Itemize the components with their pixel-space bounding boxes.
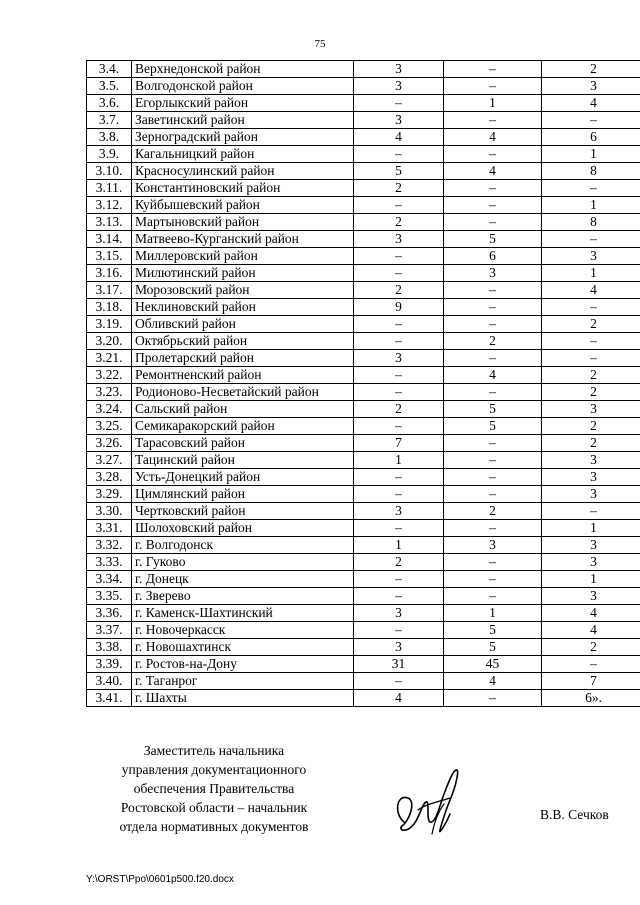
value-b-cell: –: [444, 180, 542, 197]
signature-line: управления документационного: [121, 762, 307, 777]
value-b-cell: –: [444, 486, 542, 503]
table-row: [87, 537, 640, 554]
table-row: [87, 299, 640, 316]
district-name-cell: Шолоховский район: [132, 520, 354, 537]
table-row: [87, 214, 640, 231]
value-b-cell: 1: [444, 605, 542, 622]
district-name-cell: г. Зверево: [132, 588, 354, 605]
district-name-cell: Верхнедонской район: [132, 61, 354, 78]
value-c-cell: 2: [542, 316, 640, 333]
value-a-cell: –: [354, 265, 444, 282]
page-number: 75: [314, 38, 326, 50]
table-row: [87, 571, 640, 588]
value-a-cell: 2: [354, 401, 444, 418]
district-name-cell: Куйбышевский район: [132, 197, 354, 214]
row-number-cell: 3.34.: [87, 571, 132, 588]
table-row: [87, 469, 640, 486]
row-number-cell: 3.39.: [87, 656, 132, 673]
value-b-cell: –: [444, 435, 542, 452]
value-c-cell: –: [542, 503, 640, 520]
value-c-cell: –: [542, 299, 640, 316]
row-number-cell: 3.8.: [87, 129, 132, 146]
row-number-cell: 3.17.: [87, 282, 132, 299]
district-name-cell: Цимлянский район: [132, 486, 354, 503]
table-row: [87, 554, 640, 571]
row-number-cell: 3.21.: [87, 350, 132, 367]
value-a-cell: 3: [354, 605, 444, 622]
value-b-cell: –: [444, 214, 542, 231]
value-b-cell: –: [444, 282, 542, 299]
handwritten-signature: [390, 764, 470, 840]
table-row: [87, 588, 640, 605]
value-b-cell: 45: [444, 656, 542, 673]
value-a-cell: 2: [354, 554, 444, 571]
district-name-cell: Сальский район: [132, 401, 354, 418]
table-row: [87, 95, 640, 112]
value-a-cell: 3: [354, 231, 444, 248]
row-number-cell: 3.41.: [87, 690, 132, 707]
value-c-cell: 1: [542, 265, 640, 282]
row-number-cell: 3.12.: [87, 197, 132, 214]
district-name-cell: Неклиновский район: [132, 299, 354, 316]
value-a-cell: –: [354, 248, 444, 265]
table-row: [87, 180, 640, 197]
value-b-cell: 5: [444, 639, 542, 656]
value-a-cell: 3: [354, 639, 444, 656]
value-c-cell: 3: [542, 537, 640, 554]
value-c-cell: –: [542, 333, 640, 350]
district-name-cell: Пролетарский район: [132, 350, 354, 367]
district-name-cell: г. Новошахтинск: [132, 639, 354, 656]
value-c-cell: 2: [542, 367, 640, 384]
value-c-cell: 6».: [542, 690, 640, 707]
district-name-cell: Чертковский район: [132, 503, 354, 520]
value-c-cell: –: [542, 350, 640, 367]
value-a-cell: 3: [354, 503, 444, 520]
table-row: [87, 503, 640, 520]
signature-line: обеспечения Правительства: [133, 781, 295, 796]
row-number-cell: 3.19.: [87, 316, 132, 333]
table-body: [87, 61, 640, 707]
table-row: [87, 384, 640, 401]
value-a-cell: –: [354, 197, 444, 214]
value-a-cell: 3: [354, 350, 444, 367]
row-number-cell: 3.28.: [87, 469, 132, 486]
value-c-cell: –: [542, 231, 640, 248]
value-b-cell: 5: [444, 622, 542, 639]
district-name-cell: г. Каменск-Шахтинский: [132, 605, 354, 622]
row-number-cell: 3.40.: [87, 673, 132, 690]
value-c-cell: 1: [542, 520, 640, 537]
row-number-cell: 3.37.: [87, 622, 132, 639]
district-name-cell: Матвеево-Курганский район: [132, 231, 354, 248]
value-a-cell: –: [354, 146, 444, 163]
value-c-cell: 4: [542, 605, 640, 622]
district-name-cell: Кагальницкий район: [132, 146, 354, 163]
value-c-cell: –: [542, 112, 640, 129]
table-row: [87, 435, 640, 452]
table-row: [87, 418, 640, 435]
table-row: [87, 452, 640, 469]
value-b-cell: –: [444, 452, 542, 469]
value-a-cell: 9: [354, 299, 444, 316]
value-c-cell: 3: [542, 486, 640, 503]
value-b-cell: 4: [444, 367, 542, 384]
value-b-cell: 2: [444, 503, 542, 520]
district-name-cell: Семикаракорский район: [132, 418, 354, 435]
value-a-cell: –: [354, 418, 444, 435]
row-number-cell: 3.13.: [87, 214, 132, 231]
value-b-cell: –: [444, 316, 542, 333]
value-a-cell: –: [354, 95, 444, 112]
row-number-cell: 3.33.: [87, 554, 132, 571]
row-number-cell: 3.6.: [87, 95, 132, 112]
district-name-cell: Заветинский район: [132, 112, 354, 129]
district-name-cell: Миллеровский район: [132, 248, 354, 265]
value-c-cell: 1: [542, 197, 640, 214]
value-c-cell: 2: [542, 639, 640, 656]
value-a-cell: –: [354, 588, 444, 605]
table-row: [87, 316, 640, 333]
table-row: [87, 673, 640, 690]
district-name-cell: Октябрьский район: [132, 333, 354, 350]
value-b-cell: –: [444, 299, 542, 316]
value-b-cell: –: [444, 78, 542, 95]
row-number-cell: 3.20.: [87, 333, 132, 350]
table-row: [87, 78, 640, 95]
table-row: [87, 690, 640, 707]
table-row: [87, 401, 640, 418]
value-a-cell: 7: [354, 435, 444, 452]
district-name-cell: Родионово-Несветайский район: [132, 384, 354, 401]
signature-line: отдела нормативных документов: [119, 819, 309, 834]
value-c-cell: 3: [542, 588, 640, 605]
district-name-cell: г. Гуково: [132, 554, 354, 571]
value-a-cell: –: [354, 384, 444, 401]
value-a-cell: –: [354, 622, 444, 639]
table-row: [87, 639, 640, 656]
district-name-cell: г. Донецк: [132, 571, 354, 588]
row-number-cell: 3.31.: [87, 520, 132, 537]
row-number-cell: 3.27.: [87, 452, 132, 469]
value-b-cell: –: [444, 384, 542, 401]
value-a-cell: 31: [354, 656, 444, 673]
district-name-cell: г. Шахты: [132, 690, 354, 707]
value-a-cell: –: [354, 333, 444, 350]
table-row: [87, 163, 640, 180]
row-number-cell: 3.25.: [87, 418, 132, 435]
district-name-cell: Милютинский район: [132, 265, 354, 282]
district-name-cell: Усть-Донецкий район: [132, 469, 354, 486]
table-row: [87, 622, 640, 639]
district-name-cell: г. Волгодонск: [132, 537, 354, 554]
value-c-cell: 3: [542, 554, 640, 571]
value-b-cell: –: [444, 146, 542, 163]
row-number-cell: 3.36.: [87, 605, 132, 622]
value-b-cell: 4: [444, 129, 542, 146]
row-number-cell: 3.24.: [87, 401, 132, 418]
row-number-cell: 3.10.: [87, 163, 132, 180]
value-c-cell: 2: [542, 61, 640, 78]
district-name-cell: Константиновский район: [132, 180, 354, 197]
value-b-cell: 5: [444, 401, 542, 418]
value-c-cell: 8: [542, 214, 640, 231]
value-b-cell: –: [444, 61, 542, 78]
signature-line: Заместитель начальника: [143, 743, 285, 758]
value-b-cell: –: [444, 554, 542, 571]
value-a-cell: 2: [354, 282, 444, 299]
table-row: [87, 605, 640, 622]
value-a-cell: 4: [354, 690, 444, 707]
row-number-cell: 3.22.: [87, 367, 132, 384]
value-b-cell: 4: [444, 163, 542, 180]
table-row: [87, 146, 640, 163]
table-row: [87, 282, 640, 299]
value-c-cell: 4: [542, 622, 640, 639]
row-number-cell: 3.11.: [87, 180, 132, 197]
table-row: [87, 350, 640, 367]
value-a-cell: –: [354, 367, 444, 384]
table-row: [87, 333, 640, 350]
value-b-cell: –: [444, 197, 542, 214]
value-b-cell: –: [444, 469, 542, 486]
value-a-cell: –: [354, 571, 444, 588]
table-row: [87, 520, 640, 537]
district-name-cell: Ремонтненский район: [132, 367, 354, 384]
table-row: [87, 367, 640, 384]
value-c-cell: –: [542, 180, 640, 197]
value-b-cell: 3: [444, 265, 542, 282]
value-b-cell: –: [444, 571, 542, 588]
value-c-cell: 1: [542, 571, 640, 588]
row-number-cell: 3.30.: [87, 503, 132, 520]
value-a-cell: –: [354, 486, 444, 503]
row-number-cell: 3.5.: [87, 78, 132, 95]
value-c-cell: 4: [542, 95, 640, 112]
value-a-cell: 1: [354, 537, 444, 554]
value-a-cell: 3: [354, 78, 444, 95]
value-b-cell: 4: [444, 673, 542, 690]
row-number-cell: 3.9.: [87, 146, 132, 163]
value-b-cell: –: [444, 588, 542, 605]
value-c-cell: 1: [542, 146, 640, 163]
table-row: [87, 265, 640, 282]
row-number-cell: 3.32.: [87, 537, 132, 554]
district-name-cell: Зерноградский район: [132, 129, 354, 146]
value-c-cell: 3: [542, 401, 640, 418]
row-number-cell: 3.23.: [87, 384, 132, 401]
row-number-cell: 3.14.: [87, 231, 132, 248]
value-b-cell: –: [444, 112, 542, 129]
district-name-cell: Морозовский район: [132, 282, 354, 299]
value-b-cell: –: [444, 520, 542, 537]
value-a-cell: –: [354, 316, 444, 333]
value-b-cell: 1: [444, 95, 542, 112]
row-number-cell: 3.16.: [87, 265, 132, 282]
file-path: Y:\ORST\Ppo\0601p500.f20.docx: [86, 874, 234, 885]
table-row: [87, 129, 640, 146]
row-number-cell: 3.26.: [87, 435, 132, 452]
value-b-cell: –: [444, 690, 542, 707]
value-a-cell: –: [354, 520, 444, 537]
value-c-cell: –: [542, 656, 640, 673]
district-name-cell: Тарасовский район: [132, 435, 354, 452]
value-c-cell: 3: [542, 452, 640, 469]
row-number-cell: 3.35.: [87, 588, 132, 605]
district-name-cell: г. Новочеркасск: [132, 622, 354, 639]
value-a-cell: 1: [354, 452, 444, 469]
value-c-cell: 2: [542, 435, 640, 452]
value-c-cell: 8: [542, 163, 640, 180]
table-row: [87, 61, 640, 78]
value-b-cell: 5: [444, 418, 542, 435]
value-a-cell: 2: [354, 180, 444, 197]
district-name-cell: Тацинский район: [132, 452, 354, 469]
row-number-cell: 3.18.: [87, 299, 132, 316]
value-a-cell: 4: [354, 129, 444, 146]
value-c-cell: 2: [542, 418, 640, 435]
district-name-cell: Мартыновский район: [132, 214, 354, 231]
value-a-cell: –: [354, 469, 444, 486]
table-row: [87, 486, 640, 503]
district-name-cell: Егорлыкский район: [132, 95, 354, 112]
value-a-cell: 3: [354, 112, 444, 129]
district-name-cell: Обливский район: [132, 316, 354, 333]
district-name-cell: Красносулинский район: [132, 163, 354, 180]
value-c-cell: 3: [542, 469, 640, 486]
value-b-cell: 5: [444, 231, 542, 248]
value-b-cell: 3: [444, 537, 542, 554]
value-a-cell: 3: [354, 61, 444, 78]
row-number-cell: 3.29.: [87, 486, 132, 503]
row-number-cell: 3.7.: [87, 112, 132, 129]
signature-line: Ростовской области – начальник: [120, 800, 308, 815]
district-name-cell: Волгодонской район: [132, 78, 354, 95]
districts-table: [86, 60, 640, 707]
row-number-cell: 3.4.: [87, 61, 132, 78]
value-c-cell: 3: [542, 78, 640, 95]
signer-name: В.В. Сечков: [540, 807, 609, 822]
value-a-cell: 2: [354, 214, 444, 231]
value-a-cell: –: [354, 673, 444, 690]
signature-block: [106, 741, 322, 836]
table-row: [87, 231, 640, 248]
value-c-cell: 7: [542, 673, 640, 690]
district-name-cell: г. Таганрог: [132, 673, 354, 690]
table-row: [87, 197, 640, 214]
value-c-cell: 2: [542, 384, 640, 401]
table-row: [87, 656, 640, 673]
value-b-cell: 6: [444, 248, 542, 265]
row-number-cell: 3.38.: [87, 639, 132, 656]
district-name-cell: г. Ростов-на-Дону: [132, 656, 354, 673]
row-number-cell: 3.15.: [87, 248, 132, 265]
value-c-cell: 3: [542, 248, 640, 265]
value-b-cell: –: [444, 350, 542, 367]
value-b-cell: 2: [444, 333, 542, 350]
table-row: [87, 248, 640, 265]
value-c-cell: 4: [542, 282, 640, 299]
value-a-cell: 5: [354, 163, 444, 180]
table-row: [87, 112, 640, 129]
value-c-cell: 6: [542, 129, 640, 146]
